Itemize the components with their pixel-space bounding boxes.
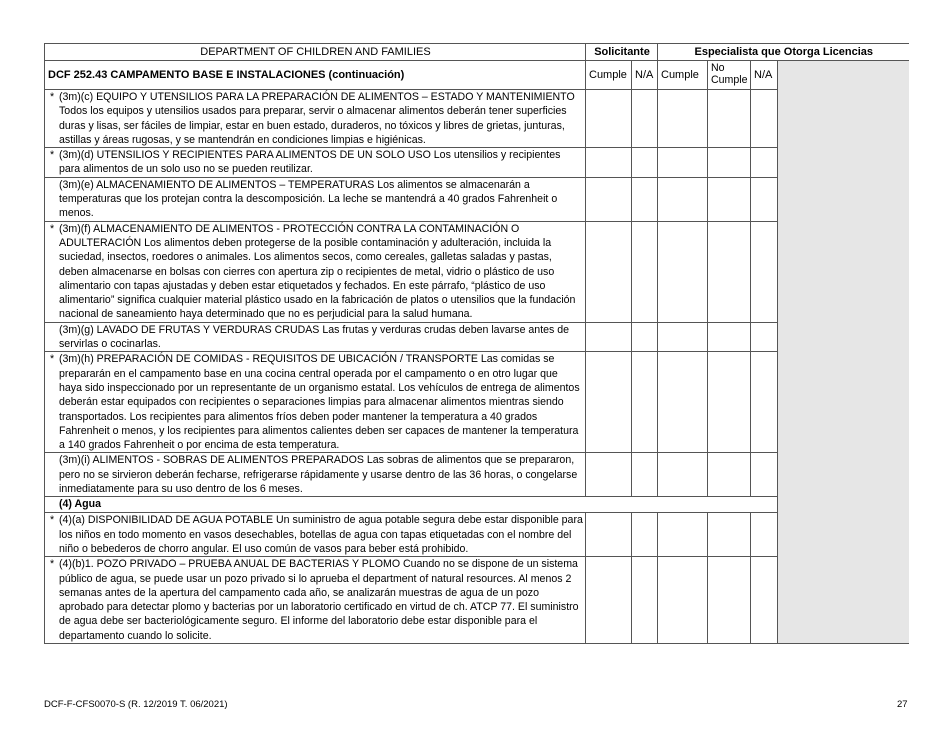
gray-panel xyxy=(778,352,909,453)
check-cell[interactable] xyxy=(751,352,778,453)
page-number: 27 xyxy=(897,699,908,710)
table-row xyxy=(45,148,909,178)
check-cell[interactable] xyxy=(632,177,658,221)
check-cell[interactable] xyxy=(632,352,658,453)
requirement-cell xyxy=(45,513,586,557)
section-title: DCF 252.43 CAMPAMENTO BASE E INSTALACIONES (continuación) xyxy=(45,61,586,90)
requirement-text: (3m)(e) ALMACENAMIENTO DE ALIMENTOS – TEMPERATURAS Los alimentos se almacenarán a temperaturas que los protejan contra la descomposición. La leche se mantendrá a 40 grados Fahrenheit o menos. xyxy=(59,178,558,220)
requirement-text: (3m)(i) ALIMENTOS - SOBRAS DE ALIMENTOS PREPARADOS Las sobras de alimentos que se prepararon, pero no se sirvieron deberán fecharse, refrigerarse rápidamente y usarse dentro de las 36 horas, o congelarse inmediatamente para su uso dentro de los 6 meses. xyxy=(59,454,578,496)
form-page xyxy=(44,43,908,644)
form-id: DCF-F-CFS0070-S (R. 12/2019 T. 06/2021) xyxy=(44,699,228,710)
check-cell[interactable] xyxy=(708,352,751,453)
check-cell[interactable] xyxy=(751,177,778,221)
check-cell[interactable] xyxy=(708,90,751,148)
requirement-text: (3m)(c) EQUIPO Y UTENSILIOS PARA LA PREPARACIÓN DE ALIMENTOS – ESTADO Y MANTENIMIENTO Todos los equipos y utensilios usados para preparar, servir o almacenar alimentos deberán tener superficies duras y lisas, ser fáciles de limpiar, estar en buen estado, duraderos, no tóxicos y libres de grietas, junturas, astillas y áreas rugosas, y se mantendrán en condiciones limpias e higiénicas. xyxy=(59,91,575,146)
check-cell[interactable] xyxy=(708,557,751,644)
requirement-cell xyxy=(45,148,586,178)
requirement-cell xyxy=(45,453,586,497)
check-cell[interactable] xyxy=(586,453,632,497)
check-cell[interactable] xyxy=(708,453,751,497)
col-cumple-solicitante: Cumple xyxy=(586,61,632,90)
required-star: * xyxy=(50,91,55,103)
especialista-header: Especialista que Otorga Licencias xyxy=(658,44,909,61)
table-row xyxy=(45,221,909,322)
check-cell[interactable] xyxy=(658,513,708,557)
check-cell[interactable] xyxy=(658,352,708,453)
check-cell[interactable] xyxy=(708,148,751,178)
col-cumple-especialista: Cumple xyxy=(658,61,708,90)
gray-panel xyxy=(778,497,909,513)
col-na-solicitante: N/A xyxy=(632,61,658,90)
gray-panel xyxy=(778,61,909,90)
gray-panel xyxy=(778,557,909,644)
check-cell[interactable] xyxy=(632,148,658,178)
gray-panel xyxy=(778,90,909,148)
check-cell[interactable] xyxy=(658,148,708,178)
table-row xyxy=(45,557,909,644)
requirement-text: (4)(a) DISPONIBILIDAD DE AGUA POTABLE Un suministro de agua potable segura debe estar disponible para los niños en todo momento en vasos desechables, botellas de agua con tapas etiquetadas con el nombre del niño o bebederos de chorro angular. El uso común de vasos para beber está prohibido. xyxy=(59,514,583,555)
col-na-especialista: N/A xyxy=(751,61,778,90)
check-cell[interactable] xyxy=(586,148,632,178)
gray-panel xyxy=(778,177,909,221)
check-cell[interactable] xyxy=(632,221,658,322)
gray-panel xyxy=(778,221,909,322)
check-cell[interactable] xyxy=(751,148,778,178)
check-cell[interactable] xyxy=(632,90,658,148)
requirement-cell xyxy=(45,322,586,352)
table-row xyxy=(45,177,909,221)
requirement-cell xyxy=(45,352,586,453)
check-cell[interactable] xyxy=(658,322,708,352)
check-cell[interactable] xyxy=(751,322,778,352)
check-cell[interactable] xyxy=(751,513,778,557)
check-cell[interactable] xyxy=(708,177,751,221)
requirement-text: (3m)(f) ALMACENAMIENTO DE ALIMENTOS - PROTECCIÓN CONTRA LA CONTAMINACIÓN O ADULTERACIÓN Los alimentos deben protegerse de la posible contaminación y adulteración, incluida la suciedad, insectos, roedores o animales. Los alimentos secos, como cereales, galletas saladas y pastas, deben almacenarse en bolsas con cierres con apertura zip o recipientes de metal, vidrio o plástico de uso alimentario con tapas ajustadas y deben estar etiquetados y fechados. En este párrafo, “plástico de uso alimentario” significa cualquier material plástico usado en la fabricación de platos o utensilios que la fundación nacional de saneamiento haya determinado que no es perjudicial para la salud humana. xyxy=(59,222,576,321)
requirement-cell xyxy=(45,177,586,221)
check-cell[interactable] xyxy=(632,453,658,497)
check-cell[interactable] xyxy=(658,557,708,644)
compliance-table xyxy=(44,43,909,644)
requirement-cell xyxy=(45,221,586,322)
check-cell[interactable] xyxy=(708,221,751,322)
subsection-title: (4) Agua xyxy=(45,497,778,513)
check-cell[interactable] xyxy=(586,90,632,148)
requirement-cell xyxy=(45,557,586,644)
table-row xyxy=(45,352,909,453)
gray-panel xyxy=(778,148,909,178)
required-star: * xyxy=(50,222,55,235)
requirement-text: (3m)(g) LAVADO DE FRUTAS Y VERDURAS CRUDAS Las frutas y verduras crudas deben lavarse antes de servirlas o cocinarlas. xyxy=(59,323,570,351)
check-cell[interactable] xyxy=(751,90,778,148)
check-cell[interactable] xyxy=(586,177,632,221)
check-cell[interactable] xyxy=(586,557,632,644)
solicitante-header: Solicitante xyxy=(586,44,658,61)
col-no-cumple-especialista: No Cumple xyxy=(708,61,751,90)
required-star: * xyxy=(50,149,55,162)
check-cell[interactable] xyxy=(751,557,778,644)
check-cell[interactable] xyxy=(658,90,708,148)
subsection-row xyxy=(45,497,909,513)
check-cell[interactable] xyxy=(632,322,658,352)
table-row xyxy=(45,513,909,557)
requirement-text: (3m)(d) UTENSILIOS Y RECIPIENTES PARA ALIMENTOS DE UN SOLO USO Los utensilios y recipientes para alimentos de un solo uso no se pueden reutilizar. xyxy=(59,149,561,176)
department-name: DEPARTMENT OF CHILDREN AND FAMILIES xyxy=(45,44,586,61)
check-cell[interactable] xyxy=(708,322,751,352)
check-cell[interactable] xyxy=(658,221,708,322)
table-row xyxy=(45,90,909,148)
check-cell[interactable] xyxy=(586,221,632,322)
check-cell[interactable] xyxy=(586,352,632,453)
requirement-text: (3m)(h) PREPARACIÓN DE COMIDAS - REQUISITOS DE UBICACIÓN / TRANSPORTE Las comidas se prepararán en el campamento base en una cocina central operada por el campamento o en otro lugar que haya sido inspeccionado por un representante de un organismo estatal. Los vehículos de entrega de alimentos deberán estar equipados con recipientes o separaciones limpias para almacenar alimentos mientras siendo transportados. Los recipientes para alimentos fríos deben poder mantener la temperatura a 40 grados Fahrenheit o menos, y los recipientes para alimentos calientes deben ser capaces de mantener la temperatura a 140 grados Fahrenheit o por encima de esta temperatura. xyxy=(59,353,580,452)
table-row xyxy=(45,453,909,497)
gray-panel xyxy=(778,322,909,352)
table-row xyxy=(45,322,909,352)
check-cell[interactable] xyxy=(751,453,778,497)
check-cell[interactable] xyxy=(632,557,658,644)
check-cell[interactable] xyxy=(632,513,658,557)
required-star: * xyxy=(50,558,55,571)
check-cell[interactable] xyxy=(586,513,632,557)
gray-panel xyxy=(778,453,909,497)
check-cell[interactable] xyxy=(586,322,632,352)
check-cell[interactable] xyxy=(751,221,778,322)
required-star: * xyxy=(50,514,55,527)
check-cell[interactable] xyxy=(658,453,708,497)
check-cell[interactable] xyxy=(708,513,751,557)
requirement-text: (4)(b)1. POZO PRIVADO – PRUEBA ANUAL DE BACTERIAS Y PLOMO Cuando no se dispone de un sistema público de agua, se puede usar un pozo privado si lo aprueba el department of natural resources. Al menos 2 semanas antes de la apertura del campamento cada año, se analizarán muestras de agua de un pozo aprobado para detectar plomo y bacterias por un laboratorio certificado en virtud de ch. ATCP 77. El suministro de agua debe ser bacteriológicamente seguro. El informe del laboratorio debe estar disponible para el departamento cuando lo solicite. xyxy=(59,558,579,642)
check-cell[interactable] xyxy=(658,177,708,221)
required-star: * xyxy=(50,353,55,366)
requirement-cell xyxy=(45,90,586,148)
gray-panel xyxy=(778,513,909,557)
